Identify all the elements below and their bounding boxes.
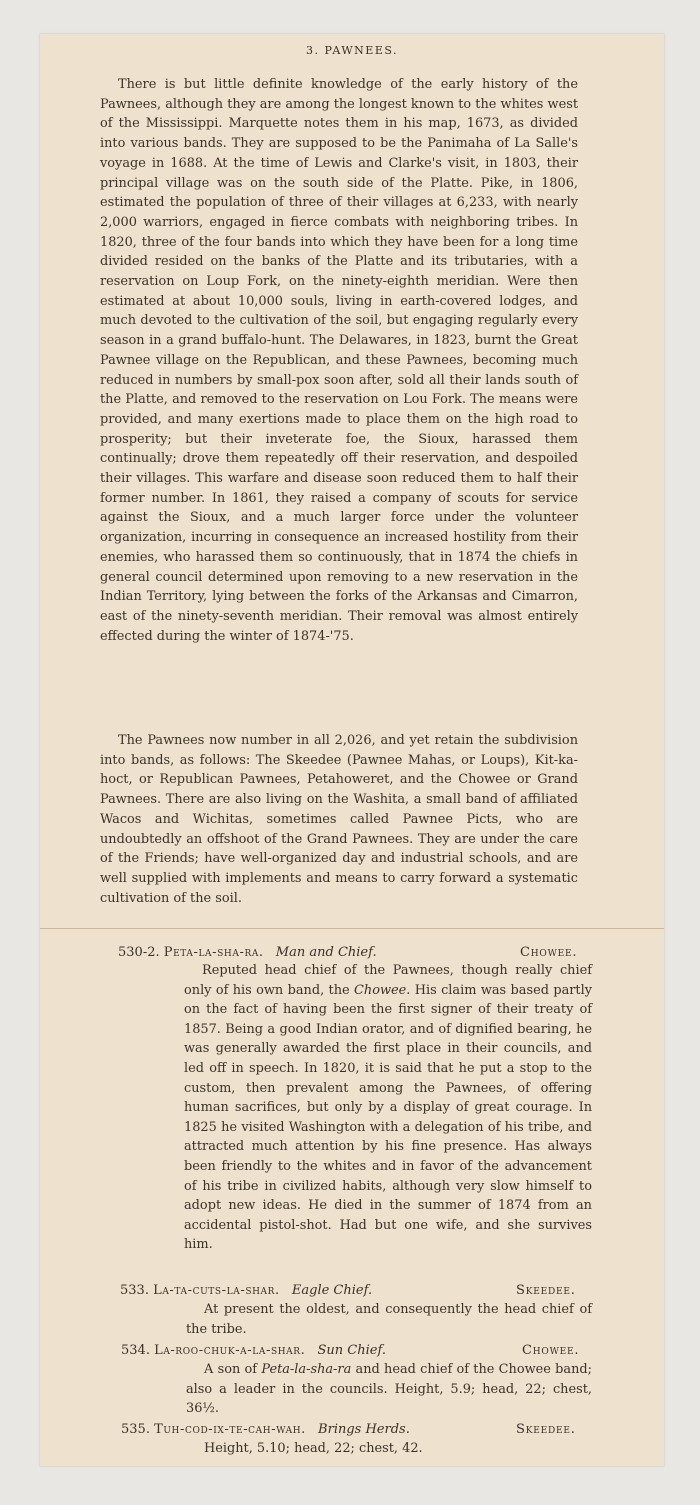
entry-text-part: Reputed head chief of the Pawnees, though really chief only of his own band, the	[184, 963, 592, 998]
entry-band: Chowee.	[520, 945, 578, 960]
paper-seam	[40, 928, 664, 929]
entry-name: Tuh-cod-ix-te-cah-wah.	[154, 1422, 306, 1437]
entry-name: Peta-la-sha-ra.	[163, 945, 264, 960]
history-paragraph: There is but little definite knowledge of the early history of the Pawnees, although they are among the longest known to the whites west of the Mississippi. Marquette notes them in his map, 1673, as divided into various bands. They are supposed to be the Panimaha of La Salle's voyage in 1688. At the time of Lewis and Clarke's visit, in 1803, their principal village was on the south side of the Platte. Pike, in 1806, estimated the population of three of their villages at 6,233, with nearly 2,000 warriors, engaged in fierce combats with neighboring tribes. In 1820, three of the four bands into which they have been for a long time divided resided on the banks of the Platte and its tributaries, with a reservation on Loup Fork, on the ninety-eighth meridian. Were then estimated at about 10,000 souls, living in earth-covered lodges, and much devoted to the cultivation of the soil, but engaging regularly every season in a grand buffalo-hunt. The Delawares, in 1823, burnt the Great Pawnee village on the Republican, and these Pawnees, becoming much reduced in numbers by small-pox soon after, sold all their lands south of the Platte, and removed to the reservation on Lou Fork. The means were provided, and many exertions made to place them on the high road to prosperity; but their inveterate foe, the Sioux, harassed them continually; drove them repeatedly off their reservation, and despoiled their villages. This warfare and disease soon reduced them to half their former number. In 1861, they raised a company of scouts for service against the Sioux, and a much larger force under the volunteer organization, incurring in consequence an increased hostility from their enemies, who harassed them so continuously, that in 1874 the chiefs in general council determined upon removing to a new reservation in the Indian Territory, lying between the forks of the Arkansas and Cimarron, east of the ninety-seventh meridian. Their removal was almost entirely effected during the winter of 1874-'75.	[100, 77, 578, 644]
entry-number: 533.	[120, 1283, 149, 1298]
entry-535-heading	[121, 1420, 410, 1439]
entry-533-heading	[120, 1281, 372, 1300]
entry-band: Skeedee.	[516, 1283, 576, 1298]
entry-530-text	[184, 961, 592, 1255]
entry-role: Sun Chief.	[317, 1343, 386, 1358]
bands-paragraph: The Pawnees now number in all 2,026, and yet retain the subdivision into bands, as follows: The Skeedee (Pawnee Mahas, or Loups), Kit-ka-hoct, or Republican Pawnees, Petahoweret, and the Chowee or Grand Pawnees. There are also living on the Washita, a small band of affiliated Wacos and Wichitas, sometimes called Pawnee Picts, who are undoubtedly an offshoot of the Grand Pawnees. They are under the care of the Friends; have well-organized day and industrial schools, and are well supplied with implements and means to carry forward a systematic cultivation of the soil.	[100, 733, 578, 906]
entry-text-part: His claim was based partly on the fact of having been the first signer of their treaty of 1857. Being a good Indian orator, and of dignified bearing, he was generally awarded the first place in their councils, and led off in speech. In 1820, it is said that he put a stop to the custom, then prevalent among the Pawnees, of offering human sacrifices, but only by a display of great courage. In 1825 he visited Washington with a delegation of his tribe, and attracted much attention by his fine presence. Has always been friendly to the whites and in favor of the advancement of his tribe in civilized habits, although very slow himself to adopt new ideas. He died in the summer of 1874 from an accidental pistol-shot. Had but one wife, and she survives him.	[184, 982, 593, 1253]
entry-band: Chowee.	[522, 1343, 580, 1358]
entry-band: Skeedee.	[516, 1422, 576, 1437]
entry-number: 534.	[121, 1343, 150, 1358]
entry-text-emphasis: Chowee.	[354, 982, 411, 998]
entry-role: Brings Herds.	[318, 1422, 410, 1437]
entry-role: Eagle Chief.	[291, 1283, 373, 1298]
entry-name: La-ta-cuts-la-shar.	[153, 1283, 280, 1298]
entry-533-text: At present the oldest, and consequently the head chief of the tribe.	[186, 1302, 592, 1337]
entry-text-part: and head chief of the Chowee band; also a leader in the councils. Height, 5.9; head, 22; chest, 36½.	[186, 1362, 593, 1417]
entry-number: 535.	[121, 1422, 150, 1437]
entry-text-emphasis: Peta-la-sha-ra	[261, 1362, 352, 1377]
entry-534-text	[186, 1360, 592, 1419]
entry-534-heading	[121, 1341, 386, 1360]
entry-535-text: Height, 5.10; head, 22; chest, 42.	[204, 1441, 423, 1456]
entry-role: Man and Chief.	[275, 945, 377, 960]
entry-530-heading	[118, 943, 377, 962]
entry-text-part: A son of	[204, 1362, 262, 1377]
entry-name: La-roo-chuk-a-la-shar.	[154, 1343, 306, 1358]
section-title: 3. PAWNEES.	[305, 44, 398, 57]
entry-number: 530-2.	[118, 945, 160, 960]
